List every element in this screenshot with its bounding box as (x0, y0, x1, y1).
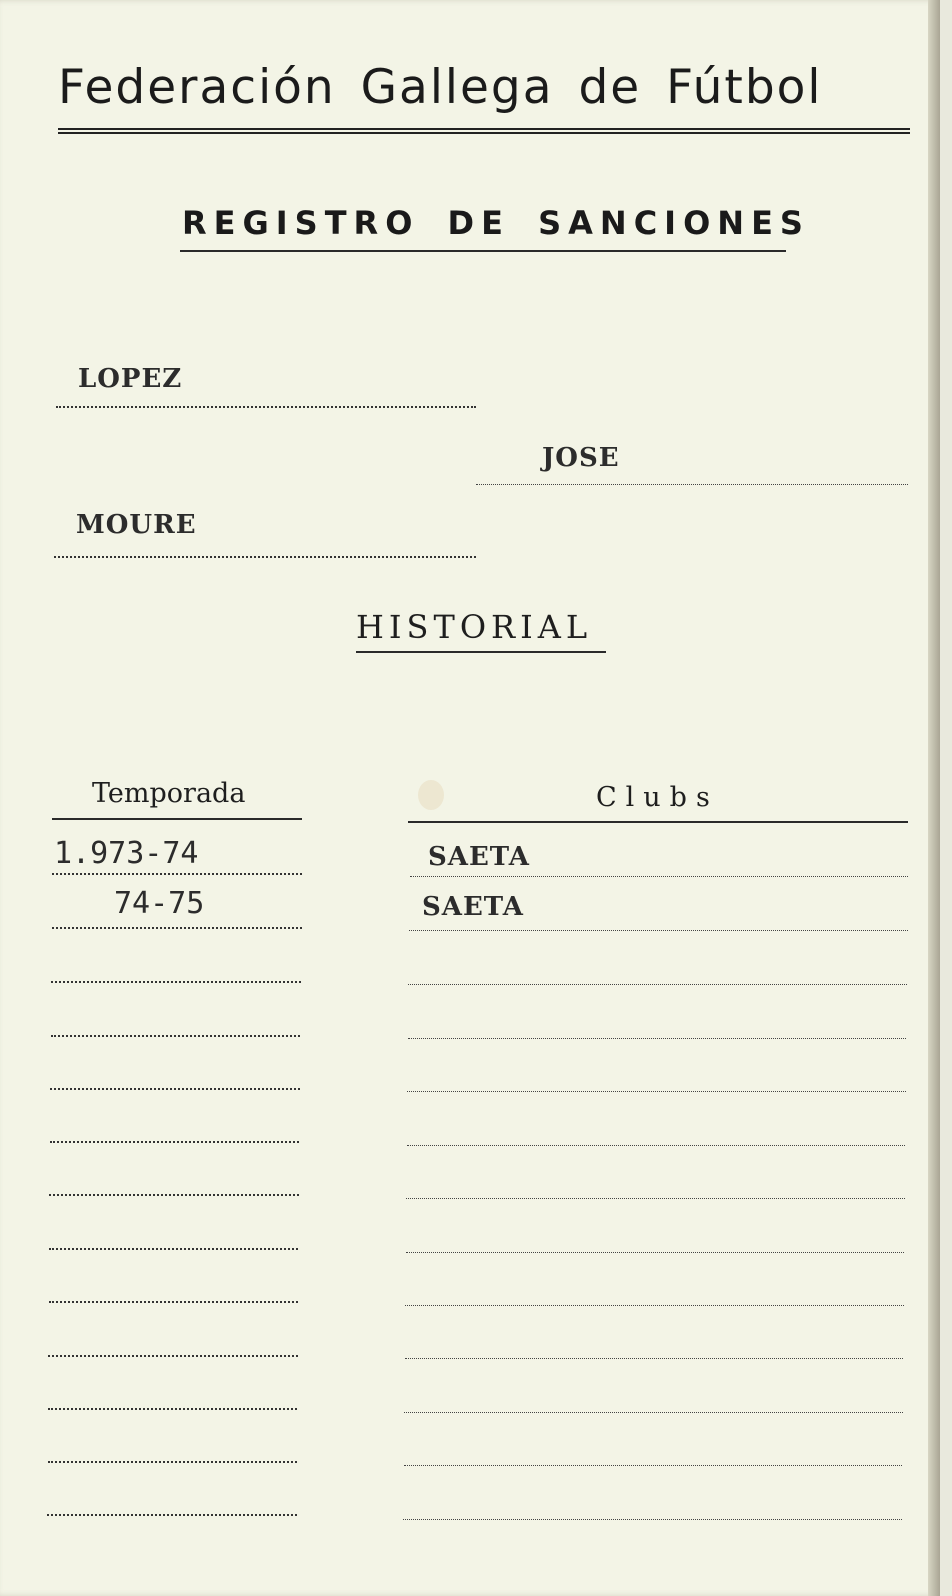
title-double-rule (58, 128, 910, 134)
club-line (409, 930, 908, 931)
temporada-line (50, 1141, 299, 1143)
club-row-2: SAETA (422, 892, 524, 922)
temporada-row-2: 74-75 (114, 886, 205, 921)
temporada-line (51, 981, 301, 983)
temporada-line (52, 927, 302, 929)
club-line (408, 984, 907, 985)
temporada-line (47, 1514, 297, 1516)
temporada-line (48, 1355, 298, 1357)
temporada-line (48, 1461, 297, 1463)
surname1-value: LOPEZ (78, 364, 183, 394)
given-name-value: JOSE (542, 443, 620, 473)
club-line (406, 1198, 905, 1199)
subtitle-underline (180, 250, 786, 252)
temporada-row-1: 1.973-74 (54, 836, 199, 871)
temporada-line (51, 1035, 300, 1037)
card-edge (928, 0, 940, 1596)
club-line (404, 1465, 902, 1466)
surname1-line (56, 406, 476, 408)
club-line (405, 1305, 904, 1306)
surname2-line (54, 556, 476, 558)
club-line (407, 1091, 906, 1092)
club-line (410, 876, 908, 877)
temporada-line (49, 1248, 298, 1250)
historial-heading: HISTORIAL (356, 608, 593, 646)
club-line (406, 1252, 904, 1253)
temporada-header-rule (52, 818, 302, 820)
federation-title: Federación Gallega de Fútbol (58, 60, 823, 115)
paper-stain (418, 780, 444, 810)
register-subtitle: REGISTRO DE SANCIONES (182, 204, 810, 242)
temporada-column-header: Temporada (92, 778, 246, 809)
club-line (407, 1145, 905, 1146)
surname2-value: MOURE (76, 510, 197, 540)
club-line (403, 1519, 902, 1520)
club-row-1: SAETA (428, 842, 530, 872)
clubs-header-rule (408, 821, 908, 823)
temporada-line (50, 1088, 300, 1090)
club-line (405, 1358, 903, 1359)
temporada-line (49, 1194, 299, 1196)
given-name-line (476, 484, 908, 485)
temporada-line (48, 1408, 297, 1410)
club-line (404, 1412, 903, 1413)
temporada-line (52, 873, 302, 875)
temporada-line (49, 1301, 298, 1303)
club-line (408, 1038, 906, 1039)
clubs-column-header: Clubs (596, 782, 719, 813)
historial-underline (356, 651, 606, 653)
